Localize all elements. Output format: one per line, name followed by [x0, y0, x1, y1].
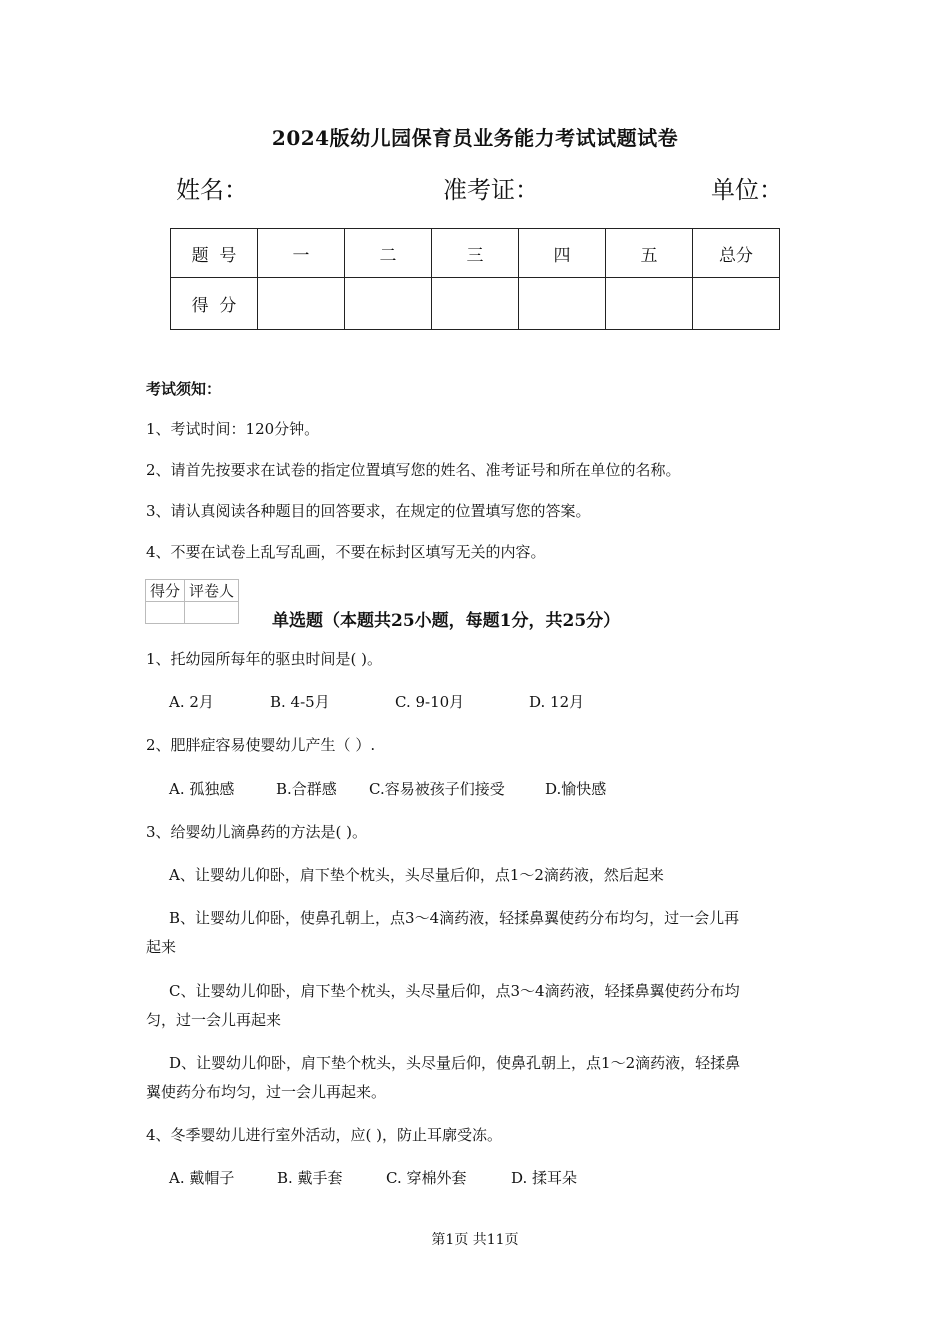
score-table-score-row — [171, 278, 780, 330]
question-stem: 2、肥胖症容易使婴幼儿产生（ ）. — [146, 736, 376, 754]
score-header-cell: 三 — [432, 229, 519, 278]
score-input-cell[interactable] — [693, 278, 780, 330]
score-input-cell[interactable] — [432, 278, 519, 330]
option-d: D、让婴幼儿仰卧，肩下垫个枕头，头尽量后仰，使鼻孔朝上，点1～2滴药液，轻揉鼻 — [169, 1054, 741, 1072]
option-b: B、让婴幼儿仰卧，使鼻孔朝上，点3～4滴药液，轻揉鼻翼使药分布均匀，过一会儿再 — [169, 909, 740, 927]
score-row-label: 得 分 — [171, 278, 258, 330]
score-input-cell[interactable] — [519, 278, 606, 330]
option-d: D. 12月 — [529, 693, 585, 711]
option-a: A. 戴帽子 — [169, 1169, 235, 1187]
score-header-cell: 四 — [519, 229, 606, 278]
grader-box — [145, 579, 239, 624]
option-b: B. 4-5月 — [270, 693, 330, 711]
score-input-cell[interactable] — [606, 278, 693, 330]
exam-title: 2024版幼儿园保育员业务能力考试试题试卷 — [271, 126, 679, 150]
option-b: B. 戴手套 — [277, 1169, 343, 1187]
score-header-cell: 题 号 — [171, 229, 258, 278]
grader-score-label: 得分 — [146, 580, 185, 602]
score-header-cell: 一 — [258, 229, 345, 278]
option-d-continued: 翼使药分布均匀，过一会儿再起来。 — [146, 1083, 387, 1101]
option-c: C、让婴幼儿仰卧，肩下垫个枕头，头尽量后仰，点3～4滴药液，轻揉鼻翼使药分布均 — [169, 982, 740, 1000]
exam-id-field-label: 准考证： — [443, 176, 539, 204]
unit-field-label: 单位： — [711, 176, 783, 204]
score-table-header-row — [171, 229, 780, 278]
option-c: C. 9-10月 — [395, 693, 465, 711]
option-b-continued: 起来 — [146, 938, 177, 956]
score-input-cell[interactable] — [345, 278, 432, 330]
grader-name-label: 评卷人 — [185, 580, 239, 602]
option-d: D. 揉耳朵 — [511, 1169, 578, 1187]
score-header-cell: 二 — [345, 229, 432, 278]
score-input-cell[interactable] — [258, 278, 345, 330]
option-a: A. 孤独感 — [169, 780, 235, 798]
question-stem: 3、给婴幼儿滴鼻药的方法是( )。 — [146, 823, 368, 841]
option-a: A、让婴幼儿仰卧，肩下垫个枕头，头尽量后仰，点1～2滴药液，然后起来 — [169, 866, 664, 884]
page-footer: 第1页 共11页 — [431, 1232, 519, 1248]
notice-item: 4、不要在试卷上乱写乱画，不要在标封区填写无关的内容。 — [146, 543, 546, 561]
option-c: C. 穿棉外套 — [386, 1169, 467, 1187]
section-heading: 单选题（本题共25小题，每题1分，共25分） — [272, 611, 621, 631]
option-a: A. 2月 — [169, 693, 214, 711]
name-field-label: 姓名： — [176, 176, 248, 204]
notice-item: 3、请认真阅读各种题目的回答要求，在规定的位置填写您的答案。 — [146, 502, 591, 520]
option-c-continued: 匀，过一会儿再起来 — [146, 1011, 282, 1029]
option-d: D.愉快感 — [545, 780, 607, 798]
score-header-cell: 五 — [606, 229, 693, 278]
score-table — [170, 228, 780, 330]
notice-item: 2、请首先按要求在试卷的指定位置填写您的姓名、准考证号和所在单位的名称。 — [146, 461, 681, 479]
grader-score-cell[interactable] — [146, 602, 185, 624]
notice-item: 1、考试时间：120分钟。 — [146, 420, 320, 438]
score-header-cell: 总分 — [693, 229, 780, 278]
option-b: B.合群感 — [276, 780, 337, 798]
notice-heading: 考试须知： — [146, 380, 222, 398]
grader-name-cell[interactable] — [185, 602, 239, 624]
question-stem: 1、托幼园所每年的驱虫时间是( )。 — [146, 650, 383, 668]
option-c: C.容易被孩子们接受 — [369, 780, 505, 798]
question-stem: 4、冬季婴幼儿进行室外活动，应( )，防止耳廓受冻。 — [146, 1126, 503, 1144]
